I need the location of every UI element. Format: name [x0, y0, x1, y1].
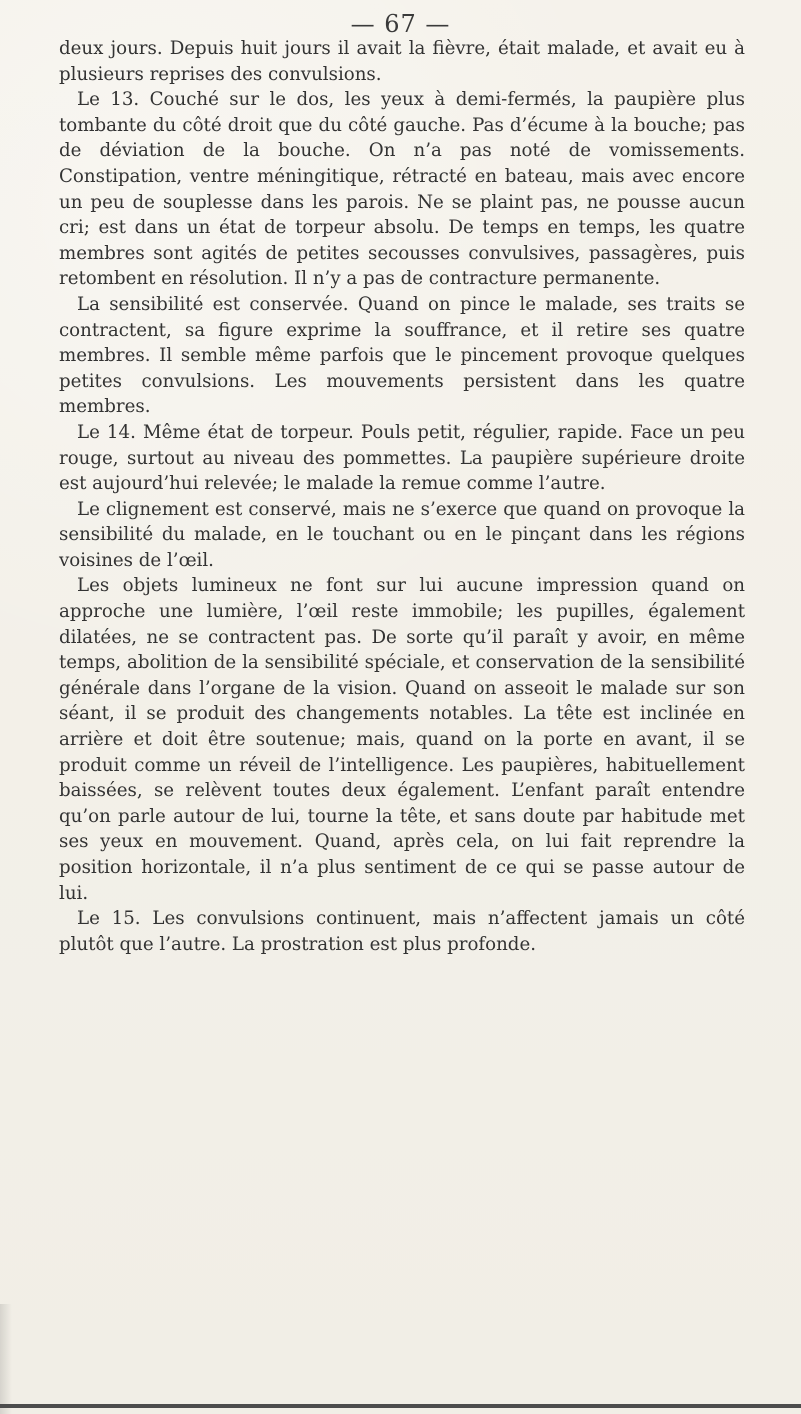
paragraph-6: Les objets lumineux ne font sur lui aucune impression quand on approche une lumière, l’œil reste immobile; les pupilles, également dilatées, ne se contractent pas. De sorte qu’il paraît y avoir, en même temps, abolition de la sensibilité spéciale, et conservation de la sensibilité générale dans l’organe de la vision. Quand on asseoit le malade sur son séant, il se produit des changements notables. La tête est inclinée en arrière et doit être soutenue; mais, quand on la porte en avant, il se produit comme un réveil de l’intelligence. Les paupières, habituellement baissées, se relèvent toutes deux également. L’enfant paraît entendre qu’on parle autour de lui, tourne la tête, et sans doute par habitude met ses yeux en mouvement. Quand, après cela, on lui fait reprendre la position horizontale, il n’a plus sentiment de ce qui se passe autour de lui.	[59, 575, 745, 904]
paragraph-7: Le 15. Les convulsions continuent, mais n’affectent jamais un côté plutôt que l’autre. La prostration est plus profonde.	[59, 908, 745, 955]
scan-smudge	[0, 1304, 12, 1414]
paragraph-2: Le 13. Couché sur le dos, les yeux à demi-fermés, la paupière plus tombante du côté droit que du côté gauche. Pas d’écume à la bouche; pas de déviation de la bouche. On n’a pas noté de vomissements. Constipation, ventre méningitique, rétracté en bateau, mais avec encore un peu de souplesse dans les parois. Ne se plaint pas, ne pousse aucun cri; est dans un état de torpeur absolu. De temps en temps, les quatre membres sont agités de petites secousses convulsives, passagères, puis retombent en résolution. Il n’y a pas de contracture permanente.	[59, 89, 745, 290]
paragraph-4: Le 14. Même état de torpeur. Pouls petit, régulier, rapide. Face un peu rouge, surtout au niveau des pommettes. La paupière supérieure droite est aujourd’hui relevée; le malade la remue comme l’autre.	[59, 421, 745, 495]
page-number: — 67 —	[350, 10, 451, 38]
paragraph-1: deux jours. Depuis huit jours il avait la fièvre, était malade, et avait eu à plusieurs reprises des convulsions.	[59, 38, 745, 85]
page-text	[59, 36, 745, 957]
scan-bottom-rule	[0, 1404, 801, 1408]
paragraph-3: La sensibilité est conservée. Quand on pince le malade, ses traits se contractent, sa figure exprime la souffrance, et il retire ses quatre membres. Il semble même parfois que le pincement provoque quelques petites convulsions. Les mouvements persistent dans les quatre membres.	[59, 293, 745, 418]
paragraph-5: Le clignement est conservé, mais ne s’exerce que quand on provoque la sensibilité du malade, en le touchant ou en le pinçant dans les régions voisines de l’œil.	[59, 498, 745, 571]
